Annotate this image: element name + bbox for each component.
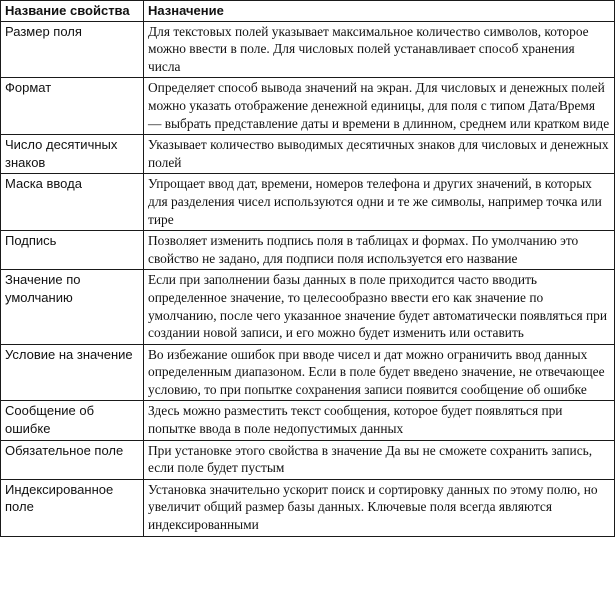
property-name-cell: Условие на значение — [1, 344, 144, 401]
property-name-cell: Число десятичных знаков — [1, 135, 144, 174]
table-row — [1, 21, 615, 78]
table-row — [1, 174, 615, 231]
table-row — [1, 479, 615, 536]
property-name-cell: Значение по умолчанию — [1, 270, 144, 344]
table-row — [1, 270, 615, 344]
property-name-cell: Маска ввода — [1, 174, 144, 231]
property-name-cell: Сообщение об ошибке — [1, 401, 144, 440]
property-purpose-cell: Во избежание ошибок при вводе чисел и дат можно ограничить ввод данных определенным диапазоном. Если в поле будет введено значение, не отвечающее условию, то при попытке сохранения записи появится сообщение об ошибке — [144, 344, 615, 401]
property-purpose-cell: Если при заполнении базы данных в поле приходится часто вводить определенное значение, то целесообразно ввести его как значение по умолчанию, после чего указанное значение будет автоматически появляться при создании новой записи, и его можно будет изменить или оставить — [144, 270, 615, 344]
property-purpose-cell: Указывает количество выводимых десятичных знаков для числовых и денежных полей — [144, 135, 615, 174]
property-name-cell: Обязательное поле — [1, 440, 144, 479]
property-purpose-cell: При установке этого свойства в значение Да вы не сможете сохранить запись, если поле будет пустым — [144, 440, 615, 479]
table-header-row — [1, 1, 615, 22]
property-purpose-cell: Позволяет изменить подпись поля в таблицах и формах. По умолчанию это свойство не задано, для подписи поля используется его название — [144, 231, 615, 270]
header-purpose: Назначение — [144, 1, 615, 22]
property-name-cell: Индексированное поле — [1, 479, 144, 536]
table-row — [1, 231, 615, 270]
property-purpose-cell: Упрощает ввод дат, времени, номеров телефона и других значений, в которых для разделения чисел используются одни и те же символы, например точка или тире — [144, 174, 615, 231]
table-row — [1, 344, 615, 401]
property-purpose-cell: Определяет способ вывода значений на экран. Для числовых и денежных полей можно указать отображение денежной единицы, для поля с типом Дата/Время — выбрать представление даты и времени в длинном, среднем или кратком виде — [144, 78, 615, 135]
property-purpose-cell: Здесь можно разместить текст сообщения, которое будет появляться при попытке ввода в поле недопустимых данных — [144, 401, 615, 440]
property-name-cell: Размер поля — [1, 21, 144, 78]
property-purpose-cell: Для текстовых полей указывает максимальное количество символов, которое можно ввести в поле. Для числовых полей устанавливает способ хранения числа — [144, 21, 615, 78]
table-row — [1, 78, 615, 135]
table-row — [1, 401, 615, 440]
table-row — [1, 440, 615, 479]
table-row — [1, 135, 615, 174]
header-property-name: Название свойства — [1, 1, 144, 22]
property-name-cell: Формат — [1, 78, 144, 135]
property-purpose-cell: Установка значительно ускорит поиск и сортировку данных по этому полю, но увеличит общий размер базы данных. Ключевые поля всегда являются индексированными — [144, 479, 615, 536]
property-name-cell: Подпись — [1, 231, 144, 270]
